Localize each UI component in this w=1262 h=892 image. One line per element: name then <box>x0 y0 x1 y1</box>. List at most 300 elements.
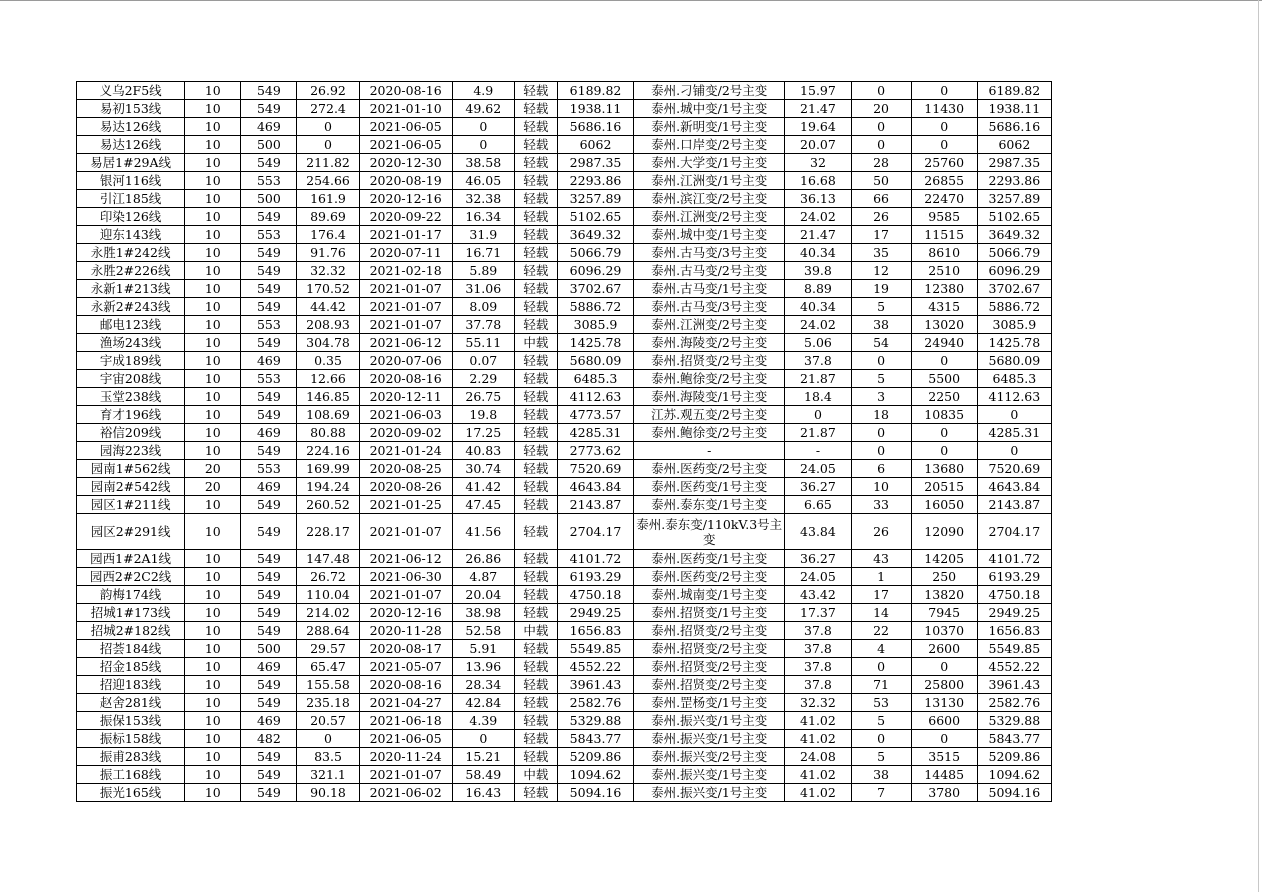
cell-user-count[interactable]: 50 <box>851 172 911 190</box>
cell-user-count[interactable]: 12 <box>851 262 911 280</box>
cell-user-capacity[interactable]: 13680 <box>911 460 977 478</box>
cell-rated-capacity[interactable]: 549 <box>241 748 297 766</box>
cell-rated-capacity[interactable]: 549 <box>241 784 297 802</box>
cell-substation-transformer[interactable]: 泰州.振兴变/1号主变 <box>634 766 785 784</box>
cell-user-count[interactable]: 0 <box>851 730 911 748</box>
cell-user-capacity[interactable]: 11430 <box>911 100 977 118</box>
cell-user-capacity[interactable]: 12380 <box>911 280 977 298</box>
cell-rated-capacity[interactable]: 553 <box>241 370 297 388</box>
cell-available-capacity[interactable]: 6485.3 <box>557 370 633 388</box>
cell-user-capacity[interactable]: 0 <box>911 82 977 100</box>
cell-date[interactable]: 2021-06-05 <box>359 136 452 154</box>
cell-user-count[interactable]: 5 <box>851 370 911 388</box>
cell-max-load[interactable]: 65.47 <box>297 658 359 676</box>
cell-rated-capacity[interactable]: 549 <box>241 262 297 280</box>
cell-load-rate[interactable]: 4.9 <box>452 82 514 100</box>
cell-user-count[interactable]: 22 <box>851 622 911 640</box>
cell-load-status[interactable]: 轻载 <box>514 388 557 406</box>
cell-max-load[interactable]: 235.18 <box>297 694 359 712</box>
cell-user-count[interactable]: 35 <box>851 244 911 262</box>
cell-user-capacity[interactable]: 0 <box>911 424 977 442</box>
cell-line-name[interactable]: 园西2#2C2线 <box>77 568 185 586</box>
cell-date[interactable]: 2020-09-22 <box>359 208 452 226</box>
cell-transformer-load-rate[interactable]: 41.02 <box>785 784 851 802</box>
cell-voltage-level[interactable]: 10 <box>185 496 241 514</box>
cell-load-rate[interactable]: 16.34 <box>452 208 514 226</box>
cell-date[interactable]: 2021-01-07 <box>359 514 452 550</box>
cell-load-status[interactable]: 轻载 <box>514 748 557 766</box>
cell-load-rate[interactable]: 38.98 <box>452 604 514 622</box>
cell-remaining-capacity[interactable]: 2987.35 <box>977 154 1051 172</box>
cell-max-load[interactable]: 0 <box>297 118 359 136</box>
cell-transformer-load-rate[interactable]: 39.8 <box>785 262 851 280</box>
cell-load-status[interactable]: 轻载 <box>514 370 557 388</box>
cell-voltage-level[interactable]: 10 <box>185 154 241 172</box>
cell-date[interactable]: 2021-01-07 <box>359 298 452 316</box>
cell-load-rate[interactable]: 5.91 <box>452 640 514 658</box>
cell-available-capacity[interactable]: 3649.32 <box>557 226 633 244</box>
cell-transformer-load-rate[interactable]: 41.02 <box>785 766 851 784</box>
cell-max-load[interactable]: 26.72 <box>297 568 359 586</box>
cell-line-name[interactable]: 永胜1#242线 <box>77 244 185 262</box>
cell-remaining-capacity[interactable]: 6485.3 <box>977 370 1051 388</box>
cell-substation-transformer[interactable]: 泰州.城中变/1号主变 <box>634 100 785 118</box>
cell-load-rate[interactable]: 0 <box>452 118 514 136</box>
cell-remaining-capacity[interactable]: 3702.67 <box>977 280 1051 298</box>
cell-user-capacity[interactable]: 2250 <box>911 388 977 406</box>
cell-rated-capacity[interactable]: 482 <box>241 730 297 748</box>
cell-load-rate[interactable]: 55.11 <box>452 334 514 352</box>
cell-load-status[interactable]: 轻载 <box>514 262 557 280</box>
cell-user-count[interactable]: 0 <box>851 424 911 442</box>
cell-line-name[interactable]: 易初153线 <box>77 100 185 118</box>
cell-line-name[interactable]: 振标158线 <box>77 730 185 748</box>
cell-load-rate[interactable]: 17.25 <box>452 424 514 442</box>
cell-load-rate[interactable]: 16.71 <box>452 244 514 262</box>
cell-load-status[interactable]: 轻载 <box>514 712 557 730</box>
cell-max-load[interactable]: 155.58 <box>297 676 359 694</box>
cell-load-rate[interactable]: 16.43 <box>452 784 514 802</box>
cell-voltage-level[interactable]: 10 <box>185 388 241 406</box>
cell-user-capacity[interactable]: 8610 <box>911 244 977 262</box>
cell-load-rate[interactable]: 5.89 <box>452 262 514 280</box>
cell-remaining-capacity[interactable]: 1656.83 <box>977 622 1051 640</box>
cell-voltage-level[interactable]: 10 <box>185 730 241 748</box>
cell-load-status[interactable]: 轻载 <box>514 676 557 694</box>
cell-transformer-load-rate[interactable]: 41.02 <box>785 712 851 730</box>
cell-available-capacity[interactable]: 5886.72 <box>557 298 633 316</box>
cell-voltage-level[interactable]: 10 <box>185 586 241 604</box>
cell-user-capacity[interactable]: 24940 <box>911 334 977 352</box>
cell-transformer-load-rate[interactable]: 6.65 <box>785 496 851 514</box>
cell-transformer-load-rate[interactable]: 40.34 <box>785 298 851 316</box>
cell-load-rate[interactable]: 4.87 <box>452 568 514 586</box>
cell-user-capacity[interactable]: 26855 <box>911 172 977 190</box>
cell-max-load[interactable]: 108.69 <box>297 406 359 424</box>
cell-max-load[interactable]: 147.48 <box>297 550 359 568</box>
cell-transformer-load-rate[interactable]: 36.27 <box>785 550 851 568</box>
cell-line-name[interactable]: 育才196线 <box>77 406 185 424</box>
cell-date[interactable]: 2021-01-07 <box>359 316 452 334</box>
cell-date[interactable]: 2020-09-02 <box>359 424 452 442</box>
cell-load-rate[interactable]: 52.58 <box>452 622 514 640</box>
cell-available-capacity[interactable]: 2704.17 <box>557 514 633 550</box>
cell-max-load[interactable]: 224.16 <box>297 442 359 460</box>
cell-substation-transformer[interactable]: 泰州.古马变/3号主变 <box>634 244 785 262</box>
cell-rated-capacity[interactable]: 553 <box>241 316 297 334</box>
cell-date[interactable]: 2020-08-19 <box>359 172 452 190</box>
cell-available-capacity[interactable]: 4552.22 <box>557 658 633 676</box>
cell-date[interactable]: 2020-08-16 <box>359 676 452 694</box>
cell-max-load[interactable]: 260.52 <box>297 496 359 514</box>
cell-date[interactable]: 2020-12-30 <box>359 154 452 172</box>
cell-substation-transformer[interactable]: 泰州.招贤变/2号主变 <box>634 640 785 658</box>
cell-voltage-level[interactable]: 10 <box>185 172 241 190</box>
cell-available-capacity[interactable]: 2949.25 <box>557 604 633 622</box>
cell-load-status[interactable]: 轻载 <box>514 640 557 658</box>
cell-available-capacity[interactable]: 7520.69 <box>557 460 633 478</box>
cell-rated-capacity[interactable]: 549 <box>241 244 297 262</box>
cell-transformer-load-rate[interactable]: 24.05 <box>785 568 851 586</box>
cell-remaining-capacity[interactable]: 6189.82 <box>977 82 1051 100</box>
cell-date[interactable]: 2020-11-24 <box>359 748 452 766</box>
cell-transformer-load-rate[interactable]: 24.02 <box>785 316 851 334</box>
cell-load-rate[interactable]: 4.39 <box>452 712 514 730</box>
cell-load-status[interactable]: 轻载 <box>514 154 557 172</box>
cell-user-count[interactable]: 33 <box>851 496 911 514</box>
cell-available-capacity[interactable]: 3961.43 <box>557 676 633 694</box>
cell-line-name[interactable]: 引江185线 <box>77 190 185 208</box>
cell-remaining-capacity[interactable]: 2949.25 <box>977 604 1051 622</box>
cell-line-name[interactable]: 招城1#173线 <box>77 604 185 622</box>
cell-date[interactable]: 2021-06-02 <box>359 784 452 802</box>
cell-date[interactable]: 2021-01-17 <box>359 226 452 244</box>
cell-line-name[interactable]: 永新1#213线 <box>77 280 185 298</box>
cell-voltage-level[interactable]: 10 <box>185 748 241 766</box>
cell-voltage-level[interactable]: 10 <box>185 406 241 424</box>
cell-load-rate[interactable]: 28.34 <box>452 676 514 694</box>
cell-rated-capacity[interactable]: 549 <box>241 82 297 100</box>
cell-available-capacity[interactable]: 3085.9 <box>557 316 633 334</box>
cell-load-status[interactable]: 中载 <box>514 622 557 640</box>
cell-line-name[interactable]: 园南2#542线 <box>77 478 185 496</box>
cell-user-count[interactable]: 3 <box>851 388 911 406</box>
cell-substation-transformer[interactable]: 泰州.招贤变/2号主变 <box>634 622 785 640</box>
cell-rated-capacity[interactable]: 549 <box>241 766 297 784</box>
cell-user-count[interactable]: 17 <box>851 226 911 244</box>
cell-line-name[interactable]: 易达126线 <box>77 118 185 136</box>
cell-available-capacity[interactable]: 5329.88 <box>557 712 633 730</box>
cell-user-capacity[interactable]: 7945 <box>911 604 977 622</box>
cell-remaining-capacity[interactable]: 2143.87 <box>977 496 1051 514</box>
cell-user-capacity[interactable]: 2510 <box>911 262 977 280</box>
cell-available-capacity[interactable]: 1094.62 <box>557 766 633 784</box>
cell-line-name[interactable]: 园海223线 <box>77 442 185 460</box>
cell-voltage-level[interactable]: 10 <box>185 334 241 352</box>
cell-substation-transformer[interactable]: 泰州.古马变/2号主变 <box>634 262 785 280</box>
cell-rated-capacity[interactable]: 549 <box>241 208 297 226</box>
cell-available-capacity[interactable]: 5686.16 <box>557 118 633 136</box>
cell-available-capacity[interactable]: 5094.16 <box>557 784 633 802</box>
cell-load-status[interactable]: 轻载 <box>514 478 557 496</box>
cell-line-name[interactable]: 招迎183线 <box>77 676 185 694</box>
cell-voltage-level[interactable]: 10 <box>185 190 241 208</box>
cell-user-capacity[interactable]: 4315 <box>911 298 977 316</box>
cell-date[interactable]: 2020-12-16 <box>359 604 452 622</box>
cell-remaining-capacity[interactable]: 5094.16 <box>977 784 1051 802</box>
cell-substation-transformer[interactable]: 泰州.海陵变/1号主变 <box>634 388 785 406</box>
cell-rated-capacity[interactable]: 549 <box>241 568 297 586</box>
cell-transformer-load-rate[interactable]: 36.13 <box>785 190 851 208</box>
cell-transformer-load-rate[interactable]: 15.97 <box>785 82 851 100</box>
cell-voltage-level[interactable]: 10 <box>185 370 241 388</box>
cell-transformer-load-rate[interactable]: 37.8 <box>785 640 851 658</box>
cell-voltage-level[interactable]: 10 <box>185 442 241 460</box>
cell-rated-capacity[interactable]: 553 <box>241 172 297 190</box>
cell-load-rate[interactable]: 32.38 <box>452 190 514 208</box>
cell-remaining-capacity[interactable]: 3961.43 <box>977 676 1051 694</box>
cell-date[interactable]: 2020-08-17 <box>359 640 452 658</box>
cell-available-capacity[interactable]: 4285.31 <box>557 424 633 442</box>
cell-line-name[interactable]: 韵梅174线 <box>77 586 185 604</box>
cell-substation-transformer[interactable]: 泰州.刁铺变/2号主变 <box>634 82 785 100</box>
cell-user-count[interactable]: 43 <box>851 550 911 568</box>
cell-max-load[interactable]: 12.66 <box>297 370 359 388</box>
cell-transformer-load-rate[interactable]: 37.8 <box>785 676 851 694</box>
cell-user-count[interactable]: 4 <box>851 640 911 658</box>
cell-date[interactable]: 2020-08-16 <box>359 82 452 100</box>
cell-voltage-level[interactable]: 10 <box>185 766 241 784</box>
cell-substation-transformer[interactable]: 泰州.招贤变/2号主变 <box>634 658 785 676</box>
cell-substation-transformer[interactable]: 泰州.江洲变/1号主变 <box>634 172 785 190</box>
cell-date[interactable]: 2021-01-07 <box>359 766 452 784</box>
cell-line-name[interactable]: 裕信209线 <box>77 424 185 442</box>
cell-available-capacity[interactable]: 5066.79 <box>557 244 633 262</box>
cell-remaining-capacity[interactable]: 5843.77 <box>977 730 1051 748</box>
cell-user-count[interactable]: 5 <box>851 298 911 316</box>
cell-transformer-load-rate[interactable]: 40.34 <box>785 244 851 262</box>
cell-remaining-capacity[interactable]: 3085.9 <box>977 316 1051 334</box>
cell-substation-transformer[interactable]: 泰州.大学变/1号主变 <box>634 154 785 172</box>
cell-transformer-load-rate[interactable]: 16.68 <box>785 172 851 190</box>
cell-user-capacity[interactable]: 250 <box>911 568 977 586</box>
cell-rated-capacity[interactable]: 549 <box>241 694 297 712</box>
cell-user-capacity[interactable]: 5500 <box>911 370 977 388</box>
cell-rated-capacity[interactable]: 500 <box>241 640 297 658</box>
cell-available-capacity[interactable]: 1425.78 <box>557 334 633 352</box>
cell-voltage-level[interactable]: 10 <box>185 568 241 586</box>
cell-load-rate[interactable]: 15.21 <box>452 748 514 766</box>
cell-user-capacity[interactable]: 16050 <box>911 496 977 514</box>
cell-transformer-load-rate[interactable]: 8.89 <box>785 280 851 298</box>
cell-voltage-level[interactable]: 10 <box>185 784 241 802</box>
cell-load-rate[interactable]: 19.8 <box>452 406 514 424</box>
cell-user-count[interactable]: 0 <box>851 136 911 154</box>
cell-date[interactable]: 2020-11-28 <box>359 622 452 640</box>
cell-rated-capacity[interactable]: 553 <box>241 460 297 478</box>
cell-rated-capacity[interactable]: 469 <box>241 478 297 496</box>
cell-user-capacity[interactable]: 14205 <box>911 550 977 568</box>
cell-rated-capacity[interactable]: 469 <box>241 658 297 676</box>
cell-transformer-load-rate[interactable]: 24.05 <box>785 460 851 478</box>
cell-remaining-capacity[interactable]: 1425.78 <box>977 334 1051 352</box>
cell-load-rate[interactable]: 47.45 <box>452 496 514 514</box>
cell-date[interactable]: 2021-06-12 <box>359 550 452 568</box>
cell-transformer-load-rate[interactable]: 36.27 <box>785 478 851 496</box>
cell-voltage-level[interactable]: 10 <box>185 262 241 280</box>
cell-max-load[interactable]: 83.5 <box>297 748 359 766</box>
cell-voltage-level[interactable]: 10 <box>185 316 241 334</box>
cell-transformer-load-rate[interactable]: 19.64 <box>785 118 851 136</box>
cell-load-rate[interactable]: 20.04 <box>452 586 514 604</box>
cell-substation-transformer[interactable]: 泰州.江洲变/2号主变 <box>634 316 785 334</box>
cell-remaining-capacity[interactable]: 6096.29 <box>977 262 1051 280</box>
cell-load-rate[interactable]: 41.42 <box>452 478 514 496</box>
cell-rated-capacity[interactable]: 469 <box>241 424 297 442</box>
cell-load-rate[interactable]: 41.56 <box>452 514 514 550</box>
cell-load-status[interactable]: 轻载 <box>514 136 557 154</box>
cell-line-name[interactable]: 园西1#2A1线 <box>77 550 185 568</box>
cell-remaining-capacity[interactable]: 5102.65 <box>977 208 1051 226</box>
cell-max-load[interactable]: 176.4 <box>297 226 359 244</box>
cell-user-capacity[interactable]: 9585 <box>911 208 977 226</box>
cell-load-rate[interactable]: 26.86 <box>452 550 514 568</box>
cell-available-capacity[interactable]: 4750.18 <box>557 586 633 604</box>
cell-user-capacity[interactable]: 20515 <box>911 478 977 496</box>
cell-rated-capacity[interactable]: 549 <box>241 496 297 514</box>
cell-remaining-capacity[interactable]: 0 <box>977 406 1051 424</box>
cell-rated-capacity[interactable]: 549 <box>241 514 297 550</box>
cell-rated-capacity[interactable]: 549 <box>241 676 297 694</box>
cell-load-rate[interactable]: 26.75 <box>452 388 514 406</box>
cell-load-rate[interactable]: 37.78 <box>452 316 514 334</box>
cell-line-name[interactable]: 易居1#29A线 <box>77 154 185 172</box>
cell-load-status[interactable]: 轻载 <box>514 694 557 712</box>
cell-max-load[interactable]: 194.24 <box>297 478 359 496</box>
cell-available-capacity[interactable]: 1656.83 <box>557 622 633 640</box>
cell-user-count[interactable]: 5 <box>851 712 911 730</box>
cell-user-capacity[interactable]: 3515 <box>911 748 977 766</box>
cell-user-capacity[interactable]: 6600 <box>911 712 977 730</box>
cell-transformer-load-rate[interactable]: 17.37 <box>785 604 851 622</box>
cell-rated-capacity[interactable]: 549 <box>241 406 297 424</box>
cell-load-status[interactable]: 轻载 <box>514 442 557 460</box>
cell-max-load[interactable]: 80.88 <box>297 424 359 442</box>
cell-voltage-level[interactable]: 10 <box>185 352 241 370</box>
cell-voltage-level[interactable]: 10 <box>185 298 241 316</box>
cell-max-load[interactable]: 161.9 <box>297 190 359 208</box>
cell-date[interactable]: 2020-08-16 <box>359 370 452 388</box>
cell-remaining-capacity[interactable]: 5886.72 <box>977 298 1051 316</box>
cell-user-capacity[interactable]: 3780 <box>911 784 977 802</box>
cell-load-rate[interactable]: 13.96 <box>452 658 514 676</box>
cell-date[interactable]: 2021-01-07 <box>359 280 452 298</box>
cell-load-status[interactable]: 轻载 <box>514 280 557 298</box>
cell-load-status[interactable]: 轻载 <box>514 514 557 550</box>
cell-user-count[interactable]: 0 <box>851 442 911 460</box>
cell-line-name[interactable]: 渔场243线 <box>77 334 185 352</box>
cell-max-load[interactable]: 90.18 <box>297 784 359 802</box>
cell-available-capacity[interactable]: 6062 <box>557 136 633 154</box>
cell-max-load[interactable]: 214.02 <box>297 604 359 622</box>
cell-date[interactable]: 2021-06-18 <box>359 712 452 730</box>
cell-voltage-level[interactable]: 10 <box>185 604 241 622</box>
cell-date[interactable]: 2021-02-18 <box>359 262 452 280</box>
cell-max-load[interactable]: 254.66 <box>297 172 359 190</box>
cell-user-capacity[interactable]: 0 <box>911 730 977 748</box>
cell-load-rate[interactable]: 38.58 <box>452 154 514 172</box>
cell-load-rate[interactable]: 40.83 <box>452 442 514 460</box>
cell-load-rate[interactable]: 0 <box>452 136 514 154</box>
cell-voltage-level[interactable]: 10 <box>185 658 241 676</box>
cell-max-load[interactable]: 110.04 <box>297 586 359 604</box>
cell-line-name[interactable]: 园区1#211线 <box>77 496 185 514</box>
cell-transformer-load-rate[interactable]: 24.08 <box>785 748 851 766</box>
cell-date[interactable]: 2021-01-07 <box>359 586 452 604</box>
cell-line-name[interactable]: 园区2#291线 <box>77 514 185 550</box>
cell-load-status[interactable]: 轻载 <box>514 244 557 262</box>
cell-rated-capacity[interactable]: 549 <box>241 100 297 118</box>
cell-date[interactable]: 2021-05-07 <box>359 658 452 676</box>
cell-load-rate[interactable]: 2.29 <box>452 370 514 388</box>
cell-load-rate[interactable]: 49.62 <box>452 100 514 118</box>
cell-substation-transformer[interactable]: 泰州.招贤变/1号主变 <box>634 604 785 622</box>
cell-available-capacity[interactable]: 5843.77 <box>557 730 633 748</box>
cell-date[interactable]: 2021-06-03 <box>359 406 452 424</box>
cell-substation-transformer[interactable]: 泰州.海陵变/2号主变 <box>634 334 785 352</box>
cell-user-capacity[interactable]: 13130 <box>911 694 977 712</box>
cell-substation-transformer[interactable]: 泰州.鲍徐变/2号主变 <box>634 370 785 388</box>
cell-substation-transformer[interactable]: 泰州.城中变/1号主变 <box>634 226 785 244</box>
cell-date[interactable]: 2020-12-16 <box>359 190 452 208</box>
cell-remaining-capacity[interactable]: 4101.72 <box>977 550 1051 568</box>
cell-max-load[interactable]: 0 <box>297 730 359 748</box>
cell-substation-transformer[interactable]: 泰州.鲍徐变/2号主变 <box>634 424 785 442</box>
cell-available-capacity[interactable]: 4112.63 <box>557 388 633 406</box>
cell-line-name[interactable]: 振保153线 <box>77 712 185 730</box>
cell-load-status[interactable]: 轻载 <box>514 172 557 190</box>
cell-load-rate[interactable]: 46.05 <box>452 172 514 190</box>
cell-substation-transformer[interactable]: 泰州.振兴变/1号主变 <box>634 730 785 748</box>
cell-rated-capacity[interactable]: 549 <box>241 334 297 352</box>
cell-line-name[interactable]: 迎东143线 <box>77 226 185 244</box>
cell-available-capacity[interactable]: 5102.65 <box>557 208 633 226</box>
cell-transformer-load-rate[interactable]: 37.8 <box>785 658 851 676</box>
cell-max-load[interactable]: 91.76 <box>297 244 359 262</box>
cell-transformer-load-rate[interactable]: 43.84 <box>785 514 851 550</box>
cell-rated-capacity[interactable]: 500 <box>241 136 297 154</box>
cell-max-load[interactable]: 0 <box>297 136 359 154</box>
cell-date[interactable]: 2021-01-24 <box>359 442 452 460</box>
cell-available-capacity[interactable]: 3702.67 <box>557 280 633 298</box>
cell-available-capacity[interactable]: 2143.87 <box>557 496 633 514</box>
cell-user-count[interactable]: 0 <box>851 352 911 370</box>
cell-available-capacity[interactable]: 3257.89 <box>557 190 633 208</box>
cell-user-count[interactable]: 10 <box>851 478 911 496</box>
cell-load-status[interactable]: 轻载 <box>514 100 557 118</box>
cell-user-capacity[interactable]: 2600 <box>911 640 977 658</box>
cell-max-load[interactable]: 211.82 <box>297 154 359 172</box>
cell-transformer-load-rate[interactable]: 21.47 <box>785 226 851 244</box>
cell-transformer-load-rate[interactable]: 0 <box>785 406 851 424</box>
cell-available-capacity[interactable]: 6193.29 <box>557 568 633 586</box>
cell-rated-capacity[interactable]: 469 <box>241 712 297 730</box>
cell-remaining-capacity[interactable]: 1938.11 <box>977 100 1051 118</box>
cell-load-status[interactable]: 轻载 <box>514 460 557 478</box>
cell-remaining-capacity[interactable]: 2293.86 <box>977 172 1051 190</box>
cell-user-count[interactable]: 14 <box>851 604 911 622</box>
cell-user-capacity[interactable]: 12090 <box>911 514 977 550</box>
